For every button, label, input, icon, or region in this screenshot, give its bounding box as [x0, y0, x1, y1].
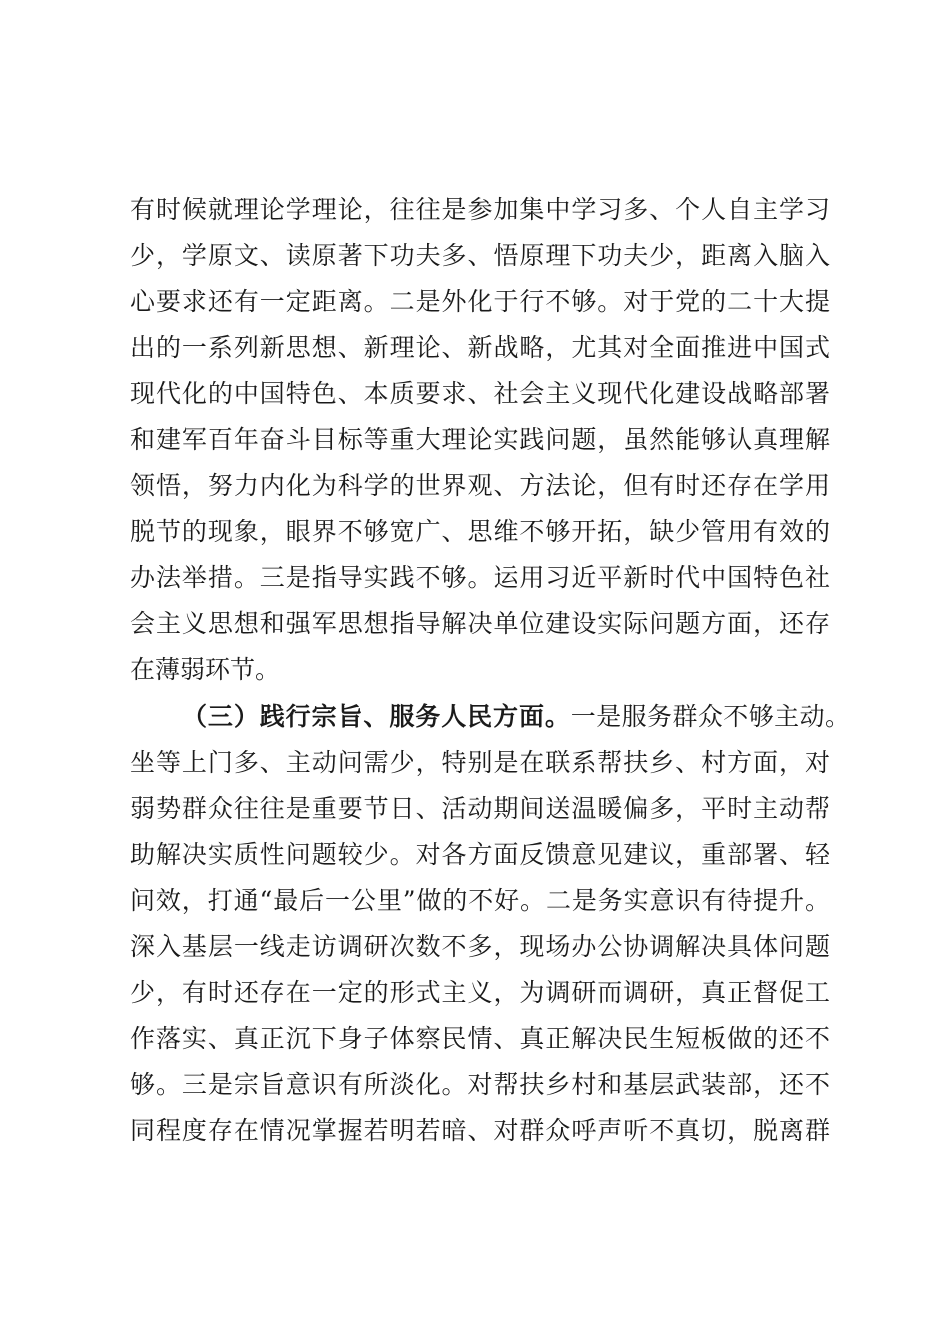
paragraph-line: 在薄弱环节。	[130, 655, 281, 684]
paragraph-line: 出的一系列新思想、新理论、新战略，尤其对全面推进中国式	[130, 333, 830, 362]
section-heading-line	[182, 697, 850, 737]
paragraph-line: 和建军百年奋斗目标等重大理论实践问题，虽然能够认真理解	[130, 425, 830, 454]
paragraph-line: 办法举措。三是指导实践不够。运用习近平新时代中国特色社	[130, 563, 830, 592]
paragraph-line: 问效，打通“最后一公里”做的不好。二是务实意识有待提升。	[130, 886, 830, 915]
paragraph-line: 坐等上门多、主动问需少，特别是在联系帮扶乡、村方面，对	[130, 748, 830, 777]
paragraph-line: 有时候就理论学理论，往往是参加集中学习多、个人自主学习	[130, 195, 830, 224]
paragraph-line: 领悟，努力内化为科学的世界观、方法论，但有时还存在学用	[130, 471, 830, 500]
section-heading-rest: 一是服务群众不够主动。	[570, 702, 850, 731]
paragraph-line: 少，学原文、读原著下功夫多、悟原理下功夫少，距离入脑入	[130, 241, 830, 270]
paragraph-line: 同程度存在情况掌握若明若暗、对群众呼声听不真切，脱离群	[130, 1116, 830, 1145]
paragraph-line: 脱节的现象，眼界不够宽广、思维不够开拓，缺少管用有效的	[130, 517, 830, 546]
paragraph-line: 深入基层一线走访调研次数不多，现场办公协调解决具体问题	[130, 932, 830, 961]
paragraph-line: 少，有时还存在一定的形式主义，为调研而调研，真正督促工	[130, 978, 830, 1007]
paragraph-line: 助解决实质性问题较少。对各方面反馈意见建议，重部署、轻	[130, 840, 830, 869]
section-heading: （三）践行宗旨、服务人民方面。	[182, 702, 571, 731]
paragraph-line: 弱势群众往往是重要节日、活动期间送温暖偏多，平时主动帮	[130, 794, 830, 823]
paragraph-line: 会主义思想和强军思想指导解决单位建设实际问题方面，还存	[130, 609, 830, 638]
paragraph-line: 作落实、真正沉下身子体察民情、真正解决民生短板做的还不	[130, 1024, 830, 1053]
paragraph-line: 现代化的中国特色、本质要求、社会主义现代化建设战略部署	[130, 379, 830, 408]
paragraph-line: 心要求还有一定距离。二是外化于行不够。对于党的二十大提	[130, 287, 830, 316]
paragraph-line: 够。三是宗旨意识有所淡化。对帮扶乡村和基层武装部，还不	[130, 1070, 830, 1099]
